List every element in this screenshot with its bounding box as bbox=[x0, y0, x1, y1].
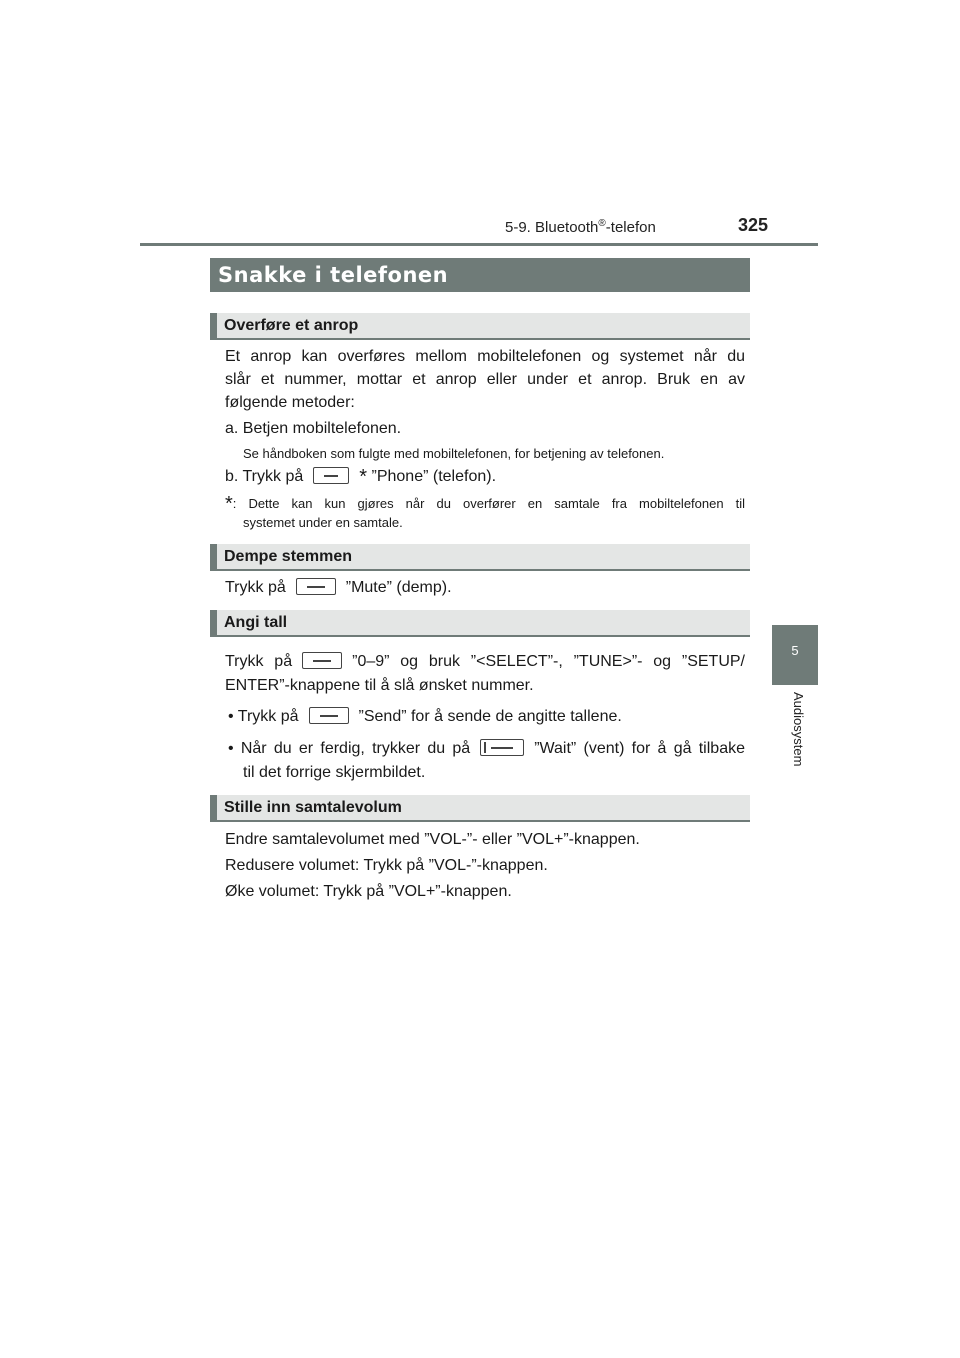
header-divider bbox=[140, 243, 818, 246]
chapter-label: Audiosystem bbox=[791, 692, 806, 767]
digits-bullet-wait bbox=[228, 738, 745, 760]
transfer-option-b bbox=[225, 466, 496, 488]
page-number: 325 bbox=[738, 215, 769, 235]
option-b-suffix: ”Phone” (telefon). bbox=[371, 468, 497, 485]
transfer-intro-line1: Et anrop kan overføres mellom mobiltelefonen og systemet når du bbox=[225, 348, 745, 365]
wait-suffix: ”Wait” (vent) for å gå tilbake bbox=[534, 740, 745, 757]
digits-line2: ENTER”-knappene til å slå ønsket nummer. bbox=[225, 677, 534, 694]
section-breadcrumb bbox=[505, 218, 656, 236]
heading-call-volume: Stille inn samtalevolum bbox=[210, 795, 750, 822]
transfer-intro-line2: slår et nummer, mottar et anrop eller under et anrop. Bruk en av bbox=[225, 371, 745, 388]
send-suffix: ”Send” for å sende de angitte tallene. bbox=[358, 708, 622, 725]
transfer-footnote-line1 bbox=[225, 494, 745, 514]
volume-line2: Redusere volumet: Trykk på ”VOL-”-knappen. bbox=[225, 857, 548, 874]
registered-mark: ® bbox=[598, 218, 606, 229]
digits-button-icon bbox=[302, 652, 342, 669]
transfer-footnote-line2: systemet under en samtale. bbox=[243, 515, 403, 530]
transfer-option-a-note: Se håndboken som fulgte med mobiltelefonen, for betjening av telefonen. bbox=[243, 446, 665, 461]
digits-line1 bbox=[225, 651, 745, 673]
heading-enter-digits: Angi tall bbox=[210, 610, 750, 637]
footnote-text: : Dette kan kun gjøres når du overfører en samtale fra mobiltelefonen til bbox=[232, 496, 745, 511]
digits-bullet-wait-line2: til det forrige skjermbildet. bbox=[243, 764, 426, 781]
breadcrumb-suffix: -telefon bbox=[605, 219, 656, 236]
page-title: Snakke i telefonen bbox=[210, 258, 750, 292]
mute-instruction bbox=[225, 577, 452, 599]
heading-mute: Dempe stemmen bbox=[210, 544, 750, 571]
chapter-tab: 5 bbox=[772, 625, 818, 685]
digits-bullet-send bbox=[228, 706, 622, 728]
transfer-intro-line3: følgende metoder: bbox=[225, 394, 355, 411]
asterisk-mark: * bbox=[359, 466, 368, 488]
volume-line3: Øke volumet: Trykk på ”VOL+”-knappen. bbox=[225, 883, 512, 900]
digits-prefix: Trykk på bbox=[225, 653, 293, 670]
wait-prefix: • Når du er ferdig, trykker du på bbox=[228, 740, 471, 757]
transfer-option-a: a. Betjen mobiltelefonen. bbox=[225, 420, 402, 437]
mute-prefix: Trykk på bbox=[225, 579, 286, 596]
footnote-asterisk: * bbox=[225, 493, 233, 515]
breadcrumb-prefix: 5-9. Bluetooth bbox=[505, 219, 599, 236]
mute-button-icon bbox=[296, 578, 336, 595]
send-prefix: • Trykk på bbox=[228, 708, 299, 725]
phone-button-icon bbox=[313, 467, 349, 484]
volume-line1: Endre samtalevolumet med ”VOL-”- eller ”VOL+”-knappen. bbox=[225, 831, 640, 848]
send-button-icon bbox=[309, 707, 349, 724]
option-b-prefix: b. Trykk på bbox=[225, 468, 304, 485]
mute-suffix: ”Mute” (demp). bbox=[345, 579, 452, 596]
digits-suffix: ”0–9” og bruk ”<SELECT”-, ”TUNE>”- og ”SETUP/ bbox=[352, 653, 745, 670]
heading-transfer-call: Overføre et anrop bbox=[210, 313, 750, 340]
wait-button-icon bbox=[480, 739, 524, 756]
